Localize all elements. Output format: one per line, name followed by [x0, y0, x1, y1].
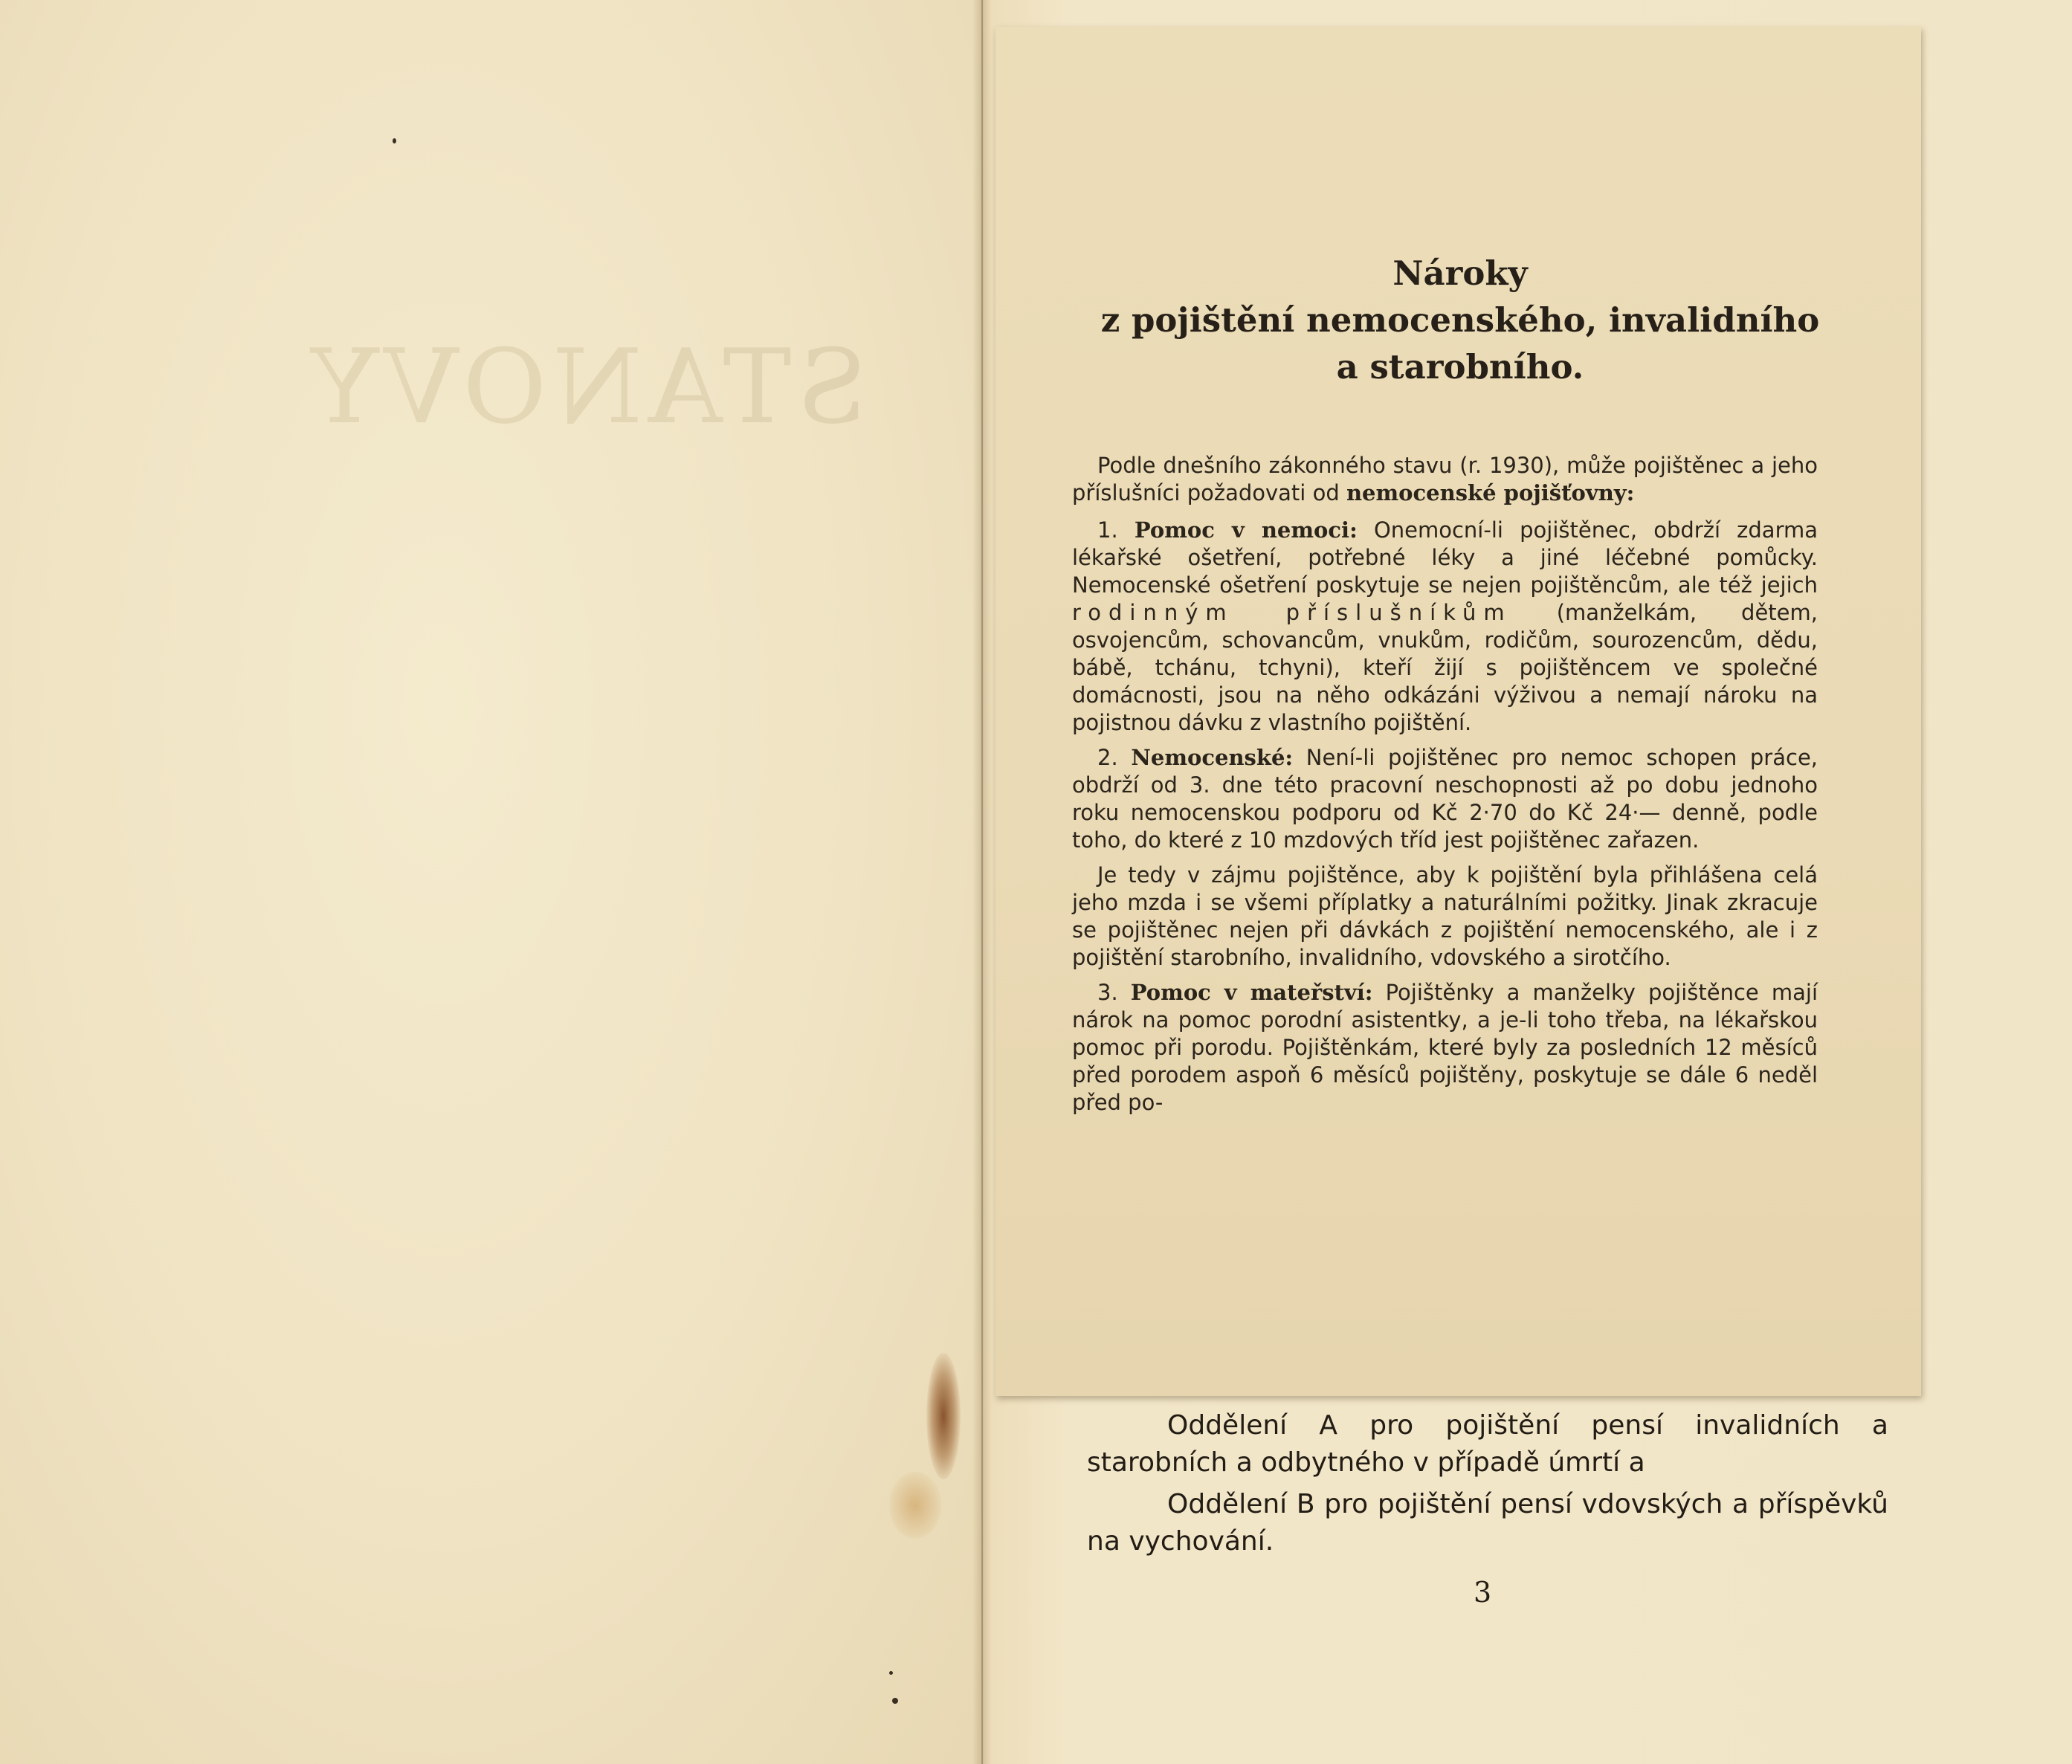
paper-speck [892, 1698, 898, 1704]
leaflet-body [1072, 452, 1818, 1124]
section-2-paragraph [1072, 744, 1818, 854]
left-page [0, 0, 980, 1764]
section-1-number: 1. [1097, 517, 1118, 543]
bleed-through-title: STANOVY [305, 327, 868, 447]
intro-text: Podle dnešního zákonného stavu (r. 1930), může pojištěnec a jeho příslušníci požadovati od [1072, 453, 1818, 505]
interest-paragraph: Je tedy v zájmu pojištěnce, aby k pojištění byla přihlášena celá jeho mzda i se všemi příplatky a naturálními požitky. Jinak zkracuje se pojištěnec nejen při dávkách z pojištění nemocenského, ale i z pojištění starobního, invalidního, vdovského a sirotčího. [1072, 862, 1818, 970]
intro-paragraph [1072, 452, 1818, 507]
paragraph-oddeleni-a: Oddělení A pro pojištění pensí invalidních a starobních a odbytného v případě úmrtí a [1087, 1410, 1888, 1478]
leaflet-title-line-1: Nároky [1392, 253, 1528, 293]
page-number: 3 [1474, 1576, 1492, 1609]
section-3-paragraph [1072, 979, 1818, 1117]
leaflet-title-line-2: z pojištění nemocenského, invalidního [1100, 300, 1820, 340]
paper-speck [393, 138, 396, 143]
paragraph-oddeleni-b: Oddělení B pro pojištění pensí vdovských a příspěvků na vychování. [1087, 1489, 1888, 1557]
section-3-text: Pojištěnky a manželky pojištěnce mají nárok na pomoc porodní asistentky, a je-li toho třeba, na lékařskou pomoc při porodu. Pojištěnkám, které byly za posledních 12 měsíců před porodem aspoň 6 měsíců pojištěny, poskytuje se dále 6 neděl před po- [1072, 980, 1818, 1115]
rust-stain [926, 1353, 961, 1479]
book-page-text [1087, 1407, 1888, 1565]
section-1-spaced-text: rodinným příslušníkům [1072, 600, 1512, 625]
section-1-text-b: (manželkám, dětem, osvojencům, schovancům, vnukům, rodičům, sourozencům, dědu, bábě, tchánu, tchyni), kteří žijí s pojištěncem ve společné domácnosti, jsou na něho odkázáni výživou a nemají nároku na pojistnou dávku z vlastního pojištění. [1072, 600, 1818, 735]
section-1-text-a: Onemocní-li pojištěnec, obdrží zdarma lékařské ošetření, potřebné léky a jiné léčebné pomůcky. Nemocenské ošetření poskytuje se nejen pojištěncům, ale též jejich [1072, 517, 1818, 598]
intro-bold: nemocenské pojišťovny: [1346, 480, 1635, 505]
section-1-heading: Pomoc v nemoci: [1134, 517, 1358, 543]
paper-speck [889, 1671, 893, 1675]
leaflet-title-line-3: a starobního. [1336, 347, 1584, 387]
section-2-heading: Nemocenské: [1131, 745, 1294, 770]
section-3-heading: Pomoc v mateřství: [1130, 980, 1373, 1005]
section-2-number: 2. [1097, 745, 1118, 770]
book-gutter [972, 0, 992, 1764]
water-stain [889, 1472, 941, 1539]
inserted-leaflet [995, 27, 1921, 1396]
section-2-text: Není-li pojištěnec pro nemoc schopen práce, obdrží od 3. dne této pracovní neschopnosti až po dobu jednoho roku nemocenskou podporu od Kč 2·70 do Kč 24·— denně, podle toho, do které z 10 mzdových tříd jest pojištěnec zařazen. [1072, 745, 1818, 853]
leaflet-title [1040, 250, 1880, 390]
section-1-paragraph [1072, 517, 1818, 737]
section-3-number: 3. [1097, 980, 1118, 1005]
